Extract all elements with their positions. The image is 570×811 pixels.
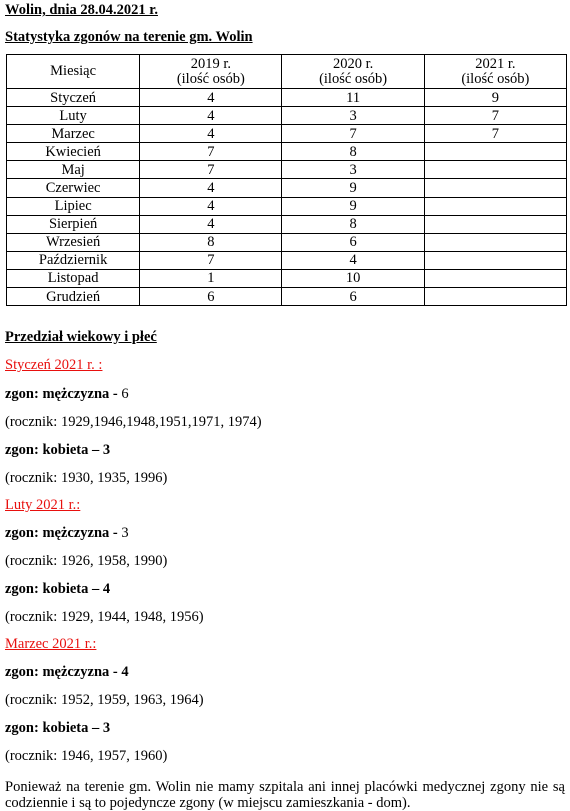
- value-2020-cell: 4: [282, 251, 424, 269]
- value-2021-cell: [424, 269, 566, 287]
- month-cell: Maj: [7, 161, 140, 179]
- header-month: Miesiąc: [7, 55, 140, 89]
- place-date-heading: Wolin, dnia 28.04.2021 r.: [5, 2, 158, 18]
- female-years-march: (rocznik: 1946, 1957, 1960): [5, 748, 168, 764]
- value-2019-cell: 4: [140, 179, 282, 197]
- male-years-march: (rocznik: 1952, 1959, 1963, 1964): [5, 692, 204, 708]
- female-deaths-january: zgon: kobieta – 3: [5, 442, 111, 458]
- male-label: zgon: mężczyzna -: [5, 525, 118, 541]
- month-title-february: Luty 2021 r.:: [5, 497, 81, 513]
- table-row: [7, 251, 567, 269]
- value-2021-cell: [424, 143, 566, 161]
- value-2019-cell: 4: [140, 125, 282, 143]
- table-row: [7, 269, 567, 287]
- table-row: [7, 197, 567, 215]
- male-deaths-march: [5, 664, 129, 680]
- male-count: 6: [117, 386, 129, 402]
- value-2020-cell: 9: [282, 197, 424, 215]
- value-2021-cell: [424, 233, 566, 251]
- month-cell: Lipiec: [7, 197, 140, 215]
- female-years-february: (rocznik: 1929, 1944, 1948, 1956): [5, 609, 204, 625]
- month-cell: Listopad: [7, 269, 140, 287]
- table-row: [7, 107, 567, 125]
- value-2021-cell: 7: [424, 125, 566, 143]
- value-2019-cell: 1: [140, 269, 282, 287]
- value-2019-cell: 4: [140, 89, 282, 107]
- value-2019-cell: 6: [140, 288, 282, 306]
- table-row: [7, 288, 567, 306]
- header-2021: 2021 r. (ilość osób): [424, 55, 566, 89]
- month-title-january: Styczeń 2021 r. :: [5, 357, 103, 373]
- month-cell: Sierpień: [7, 215, 140, 233]
- value-2020-cell: 3: [282, 107, 424, 125]
- value-2020-cell: 6: [282, 288, 424, 306]
- month-cell: Czerwiec: [7, 179, 140, 197]
- value-2019-cell: 4: [140, 215, 282, 233]
- male-years-february: (rocznik: 1926, 1958, 1990): [5, 553, 168, 569]
- age-section-heading: Przedział wiekowy i płeć: [5, 329, 157, 345]
- table-row: [7, 179, 567, 197]
- male-count: 3: [117, 525, 129, 541]
- header-2020: 2020 r. (ilość osób): [282, 55, 424, 89]
- male-years-january: (rocznik: 1929,1946,1948,1951,1971, 1974): [5, 414, 262, 430]
- value-2019-cell: 8: [140, 233, 282, 251]
- male-label: zgon: mężczyzna -: [5, 386, 118, 402]
- month-cell: Kwiecień: [7, 143, 140, 161]
- month-title-march: Marzec 2021 r.:: [5, 636, 97, 652]
- female-deaths-march: zgon: kobieta – 3: [5, 720, 111, 736]
- value-2020-cell: 7: [282, 125, 424, 143]
- value-2020-cell: 11: [282, 89, 424, 107]
- table-title: Statystyka zgonów na terenie gm. Wolin: [5, 29, 253, 45]
- value-2021-cell: [424, 251, 566, 269]
- table-header-row: [7, 55, 567, 89]
- table-row: [7, 125, 567, 143]
- month-cell: Wrzesień: [7, 233, 140, 251]
- value-2019-cell: 7: [140, 161, 282, 179]
- table-row: [7, 143, 567, 161]
- female-years-january: (rocznik: 1930, 1935, 1996): [5, 470, 168, 486]
- table-row: [7, 215, 567, 233]
- value-2020-cell: 6: [282, 233, 424, 251]
- female-deaths-february: zgon: kobieta – 4: [5, 581, 111, 597]
- value-2021-cell: [424, 288, 566, 306]
- month-cell: Luty: [7, 107, 140, 125]
- value-2020-cell: 9: [282, 179, 424, 197]
- value-2021-cell: [424, 161, 566, 179]
- value-2021-cell: 9: [424, 89, 566, 107]
- value-2020-cell: 10: [282, 269, 424, 287]
- deaths-statistics-table: [6, 54, 567, 306]
- value-2020-cell: 8: [282, 215, 424, 233]
- value-2021-cell: [424, 179, 566, 197]
- month-cell: Marzec: [7, 125, 140, 143]
- value-2019-cell: 7: [140, 143, 282, 161]
- value-2019-cell: 4: [140, 197, 282, 215]
- month-cell: Styczeń: [7, 89, 140, 107]
- header-2019: 2019 r. (ilość osób): [140, 55, 282, 89]
- value-2020-cell: 8: [282, 143, 424, 161]
- month-cell: Grudzień: [7, 288, 140, 306]
- value-2021-cell: 7: [424, 107, 566, 125]
- footer-note: Ponieważ na terenie gm. Wolin nie mamy szpitala ani innej placówki medycznej zgony nie są codziennie i są to pojedyncze zgony (w miejscu zamieszkania - dom).: [5, 779, 565, 811]
- value-2021-cell: [424, 197, 566, 215]
- month-cell: Październik: [7, 251, 140, 269]
- value-2020-cell: 3: [282, 161, 424, 179]
- male-deaths-january: [5, 386, 129, 402]
- value-2019-cell: 4: [140, 107, 282, 125]
- table-row: [7, 233, 567, 251]
- value-2021-cell: [424, 215, 566, 233]
- male-label: zgon: mężczyzna - 4: [5, 664, 129, 680]
- value-2019-cell: 7: [140, 251, 282, 269]
- male-deaths-february: [5, 525, 129, 541]
- table-row: [7, 89, 567, 107]
- table-row: [7, 161, 567, 179]
